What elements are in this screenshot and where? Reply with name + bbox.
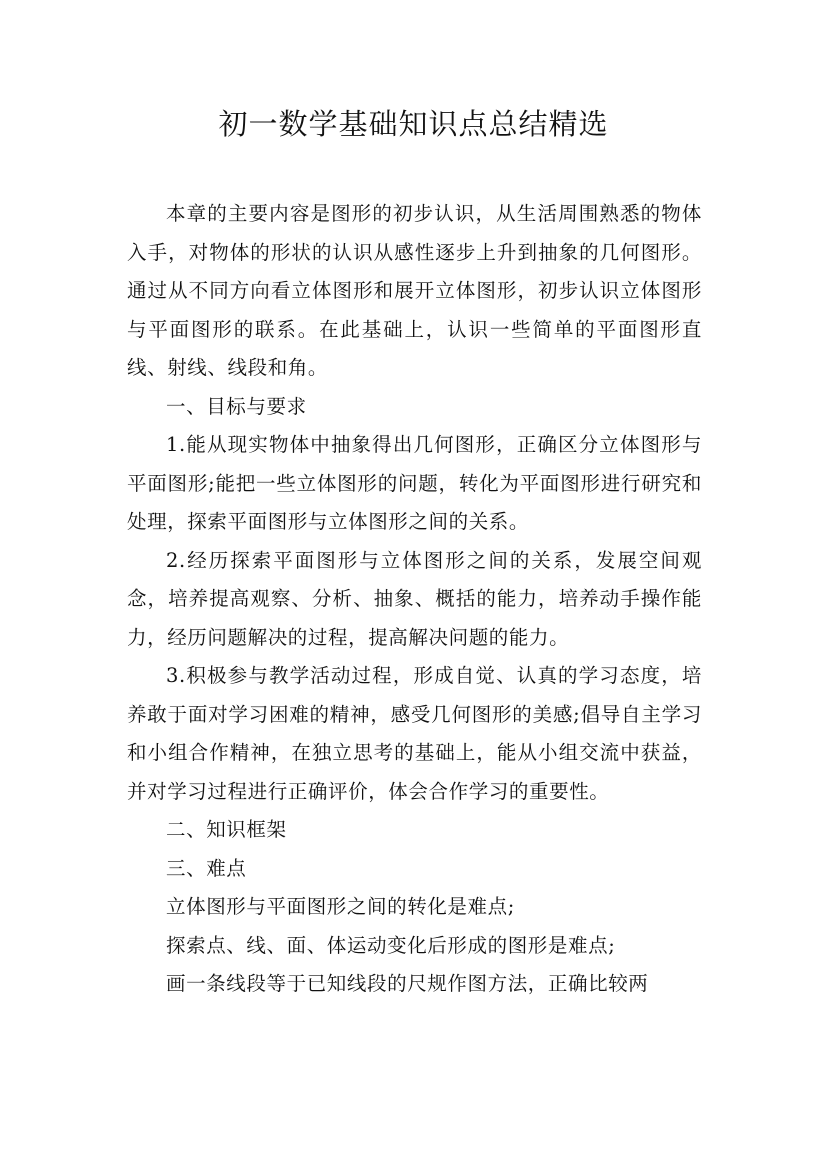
goal-item-1: 1.能从现实物体中抽象得出几何图形，正确区分立体图形与平面图形;能把一些立体图形的问题，转化为平面图形进行研究和处理，探索平面图形与立体图形之间的关系。 xyxy=(127,433,702,533)
section-heading-framework: 二、知识框架 xyxy=(166,818,287,841)
goal-item-2: 2.经历探索平面图形与立体图形之间的关系，发展空间观念，培养提高观察、分析、抽象、概括的能力，培养动手操作能力，经历问题解决的过程，提高解决问题的能力。 xyxy=(127,548,702,649)
section-heading-difficulties: 三、难点 xyxy=(166,856,247,880)
section-heading-goals: 一、目标与要求 xyxy=(166,394,307,418)
intro-paragraph: 本章的主要内容是图形的初步认识，从生活周围熟悉的物体入手，对物体的形状的认识从感性逐步上升到抽象的几何图形。通过从不同方向看立体图形和展开立体图形，初步认识立体图形与平面图形的联系。在此基础上，认识一些简单的平面图形直线、射线、线段和角。 xyxy=(127,202,702,379)
document-body xyxy=(127,195,702,1004)
difficulty-item-3: 画一条线段等于已知线段的尺规作图方法，正确比较两 xyxy=(166,972,649,995)
difficulty-item-2: 探索点、线、面、体运动变化后形成的图形是难点; xyxy=(166,933,616,957)
difficulty-item-1: 立体图形与平面图形之间的转化是难点; xyxy=(166,895,515,918)
document-title: 初一数学基础知识点总结精选 xyxy=(218,107,609,141)
goal-item-3: 3.积极参与教学活动过程，形成自觉、认真的学习态度，培养敢于面对学习困难的精神，感受几何图形的美感;倡导自主学习和小组合作精神，在独立思考的基础上，能从小组交流中获益，并对学习过程进行正确评价，体会合作学习的重要性。 xyxy=(127,664,702,803)
